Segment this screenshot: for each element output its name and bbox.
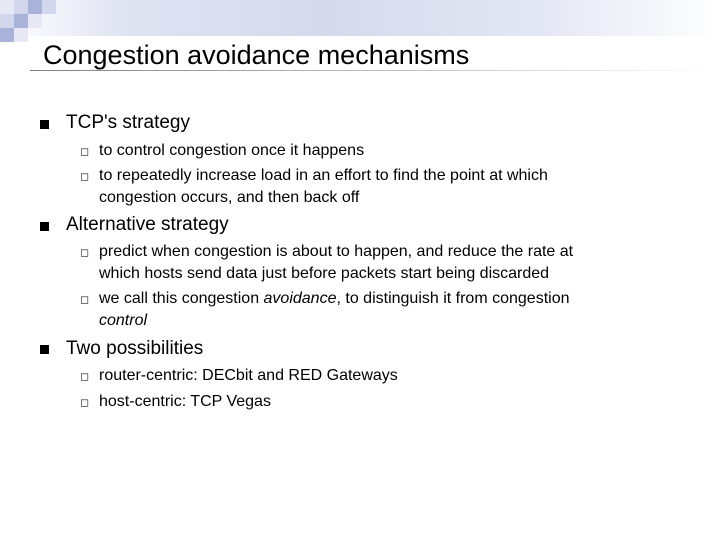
- square-bullet-icon: [40, 345, 49, 354]
- sub-bullet-text: router-centric: DECbit and RED Gateways: [99, 367, 398, 384]
- hollow-square-bullet-icon: ◻: [80, 293, 90, 306]
- bullet-text: TCP's strategy: [66, 112, 190, 133]
- sub-bullet-line: which hosts send data just before packets start being discarded: [99, 265, 550, 282]
- hollow-square-bullet-icon: ◻: [80, 170, 90, 183]
- sub-bullet-line: predict when congestion is about to happen, and reduce the rate at: [99, 243, 574, 260]
- title-divider: [30, 70, 720, 71]
- deco-square: [42, 0, 56, 14]
- emphasis-text: avoidance: [263, 290, 337, 307]
- sub-bullet-text: [99, 288, 659, 332]
- sub-bullet-line: to repeatedly increase load in an effort to find the point at which: [99, 167, 548, 184]
- bullet-text: Two possibilities: [66, 338, 204, 359]
- text-fragment: we call this congestion: [99, 290, 264, 307]
- deco-square: [28, 0, 42, 14]
- sub-bullet-line: [99, 310, 659, 332]
- sub-bullet-line: congestion occurs, and then back off: [99, 189, 360, 206]
- deco-square: [0, 28, 14, 42]
- sub-bullet-line: [99, 288, 659, 310]
- sub-bullet-text: [99, 241, 659, 285]
- deco-square: [14, 28, 28, 42]
- emphasis-text: control: [99, 312, 148, 329]
- deco-square: [0, 0, 14, 14]
- deco-square: [14, 14, 28, 28]
- square-bullet-icon: [40, 120, 49, 129]
- text-fragment: , to distinguish it from congestion: [336, 290, 570, 307]
- sub-bullet-text: to control congestion once it happens: [99, 142, 365, 159]
- hollow-square-bullet-icon: ◻: [80, 370, 90, 383]
- deco-square: [28, 14, 42, 28]
- bullet-text: Alternative strategy: [66, 214, 229, 235]
- header-gradient-band: [0, 0, 720, 36]
- slide-title: Congestion avoidance mechanisms: [43, 40, 470, 70]
- square-bullet-icon: [40, 222, 49, 231]
- hollow-square-bullet-icon: ◻: [80, 145, 90, 158]
- sub-bullet-text: host-centric: TCP Vegas: [99, 393, 271, 410]
- hollow-square-bullet-icon: ◻: [80, 246, 90, 259]
- hollow-square-bullet-icon: ◻: [80, 396, 90, 409]
- deco-square: [14, 0, 28, 14]
- sub-bullet-text: [99, 165, 659, 209]
- deco-square: [0, 14, 14, 28]
